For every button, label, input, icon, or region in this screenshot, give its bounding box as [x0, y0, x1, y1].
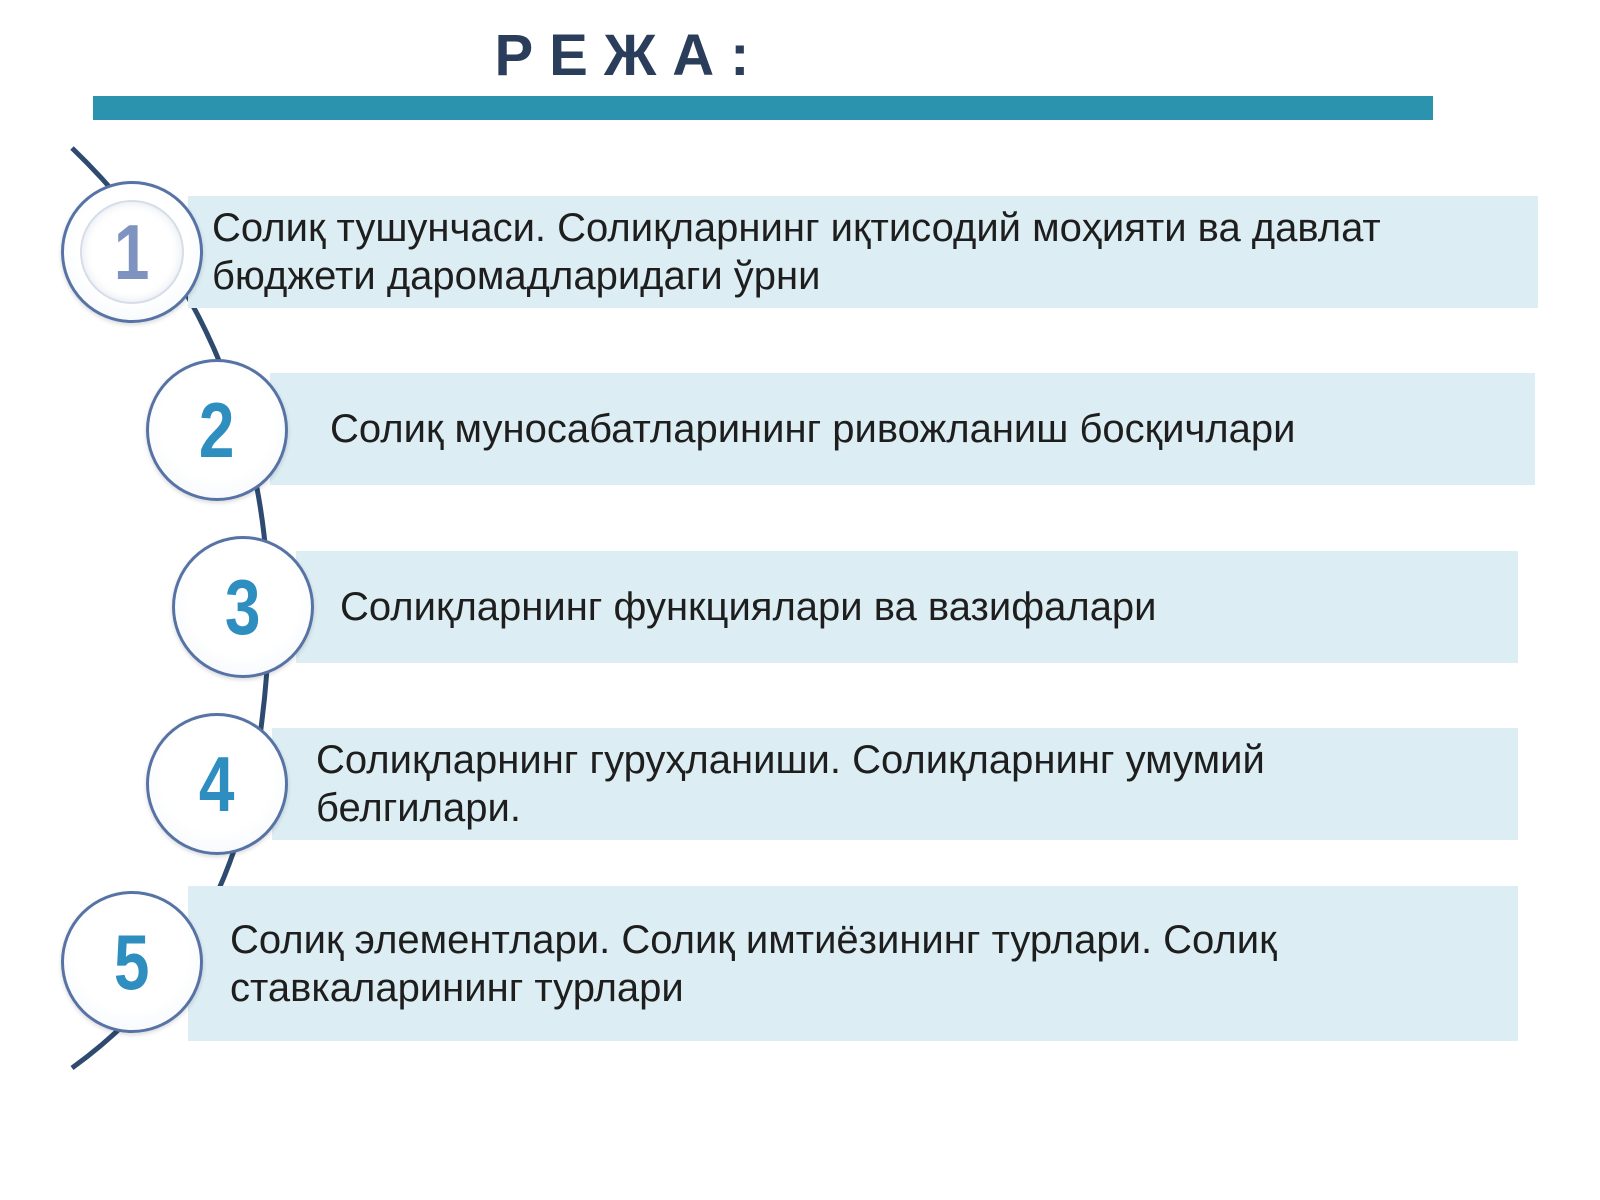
plan-item-3	[296, 551, 1518, 663]
plan-item-1-text: Солиқ тушунчаси. Солиқларнинг иқтисодий моҳияти ва давлат бюджети даромадларидаги ўрни	[212, 206, 1381, 298]
plan-item-5-text: Солиқ элементлари. Солиқ имтиёзининг турлари. Солиқ ставкаларининг турлари	[230, 917, 1277, 1010]
plan-item-3-text: Солиқларнинг функциялари ва вазифалари	[340, 585, 1157, 629]
title-underline-bar	[93, 96, 1433, 120]
step-circle-5	[61, 891, 203, 1033]
page-title: РЕЖА:	[494, 23, 766, 88]
step-number-3: 3	[225, 562, 261, 651]
plan-item-5	[188, 886, 1518, 1041]
step-circle-3	[172, 536, 314, 678]
step-number-2: 2	[199, 385, 235, 474]
step-circle-4	[146, 713, 288, 855]
plan-item-2-text: Солиқ муносабатларининг ривожланиш босқичлари	[330, 407, 1296, 451]
plan-item-1	[188, 196, 1538, 308]
plan-item-4-text: Солиқларнинг гуруҳланиши. Солиқларнинг умумий белгилари.	[316, 738, 1265, 830]
step-number-5: 5	[114, 917, 150, 1006]
step-number-1: 1	[114, 207, 150, 296]
plan-item-2	[270, 373, 1535, 485]
step-circle-1	[61, 181, 203, 323]
step-number-4: 4	[199, 739, 235, 828]
plan-item-4	[272, 728, 1518, 840]
step-circle-2	[146, 359, 288, 501]
